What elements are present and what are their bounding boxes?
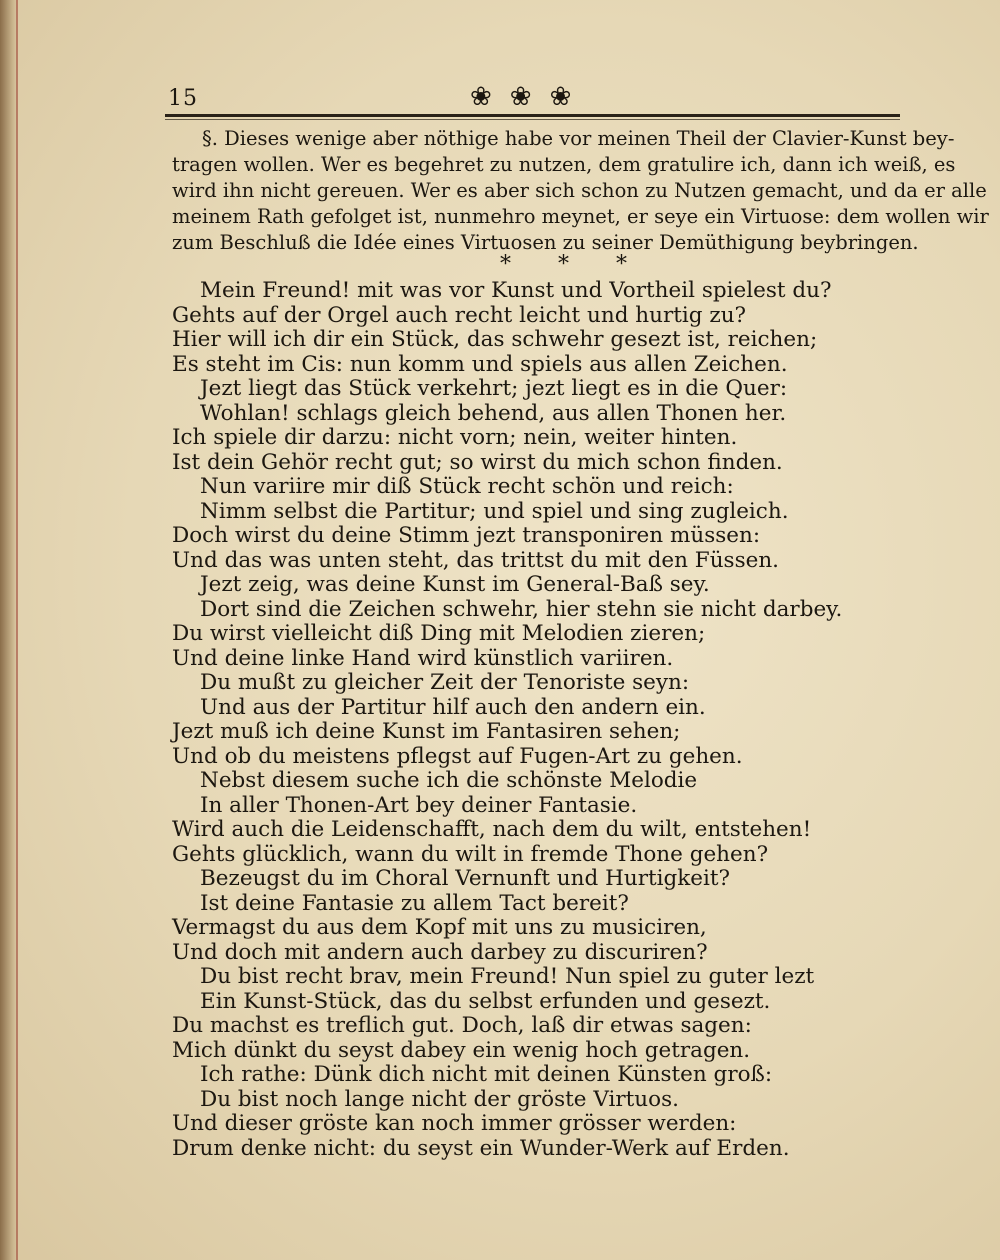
poem-line: Du bist noch lange nicht der gröste Virtuos. [200, 1086, 679, 1112]
poem-line: Ist deine Fantasie zu allem Tact bereit? [200, 890, 629, 916]
poem-line: Wird auch die Leidenschafft, nach dem du wilt, entstehen! [172, 817, 812, 842]
intro-line: zum Beschluß die Idée eines Virtuosen zu seiner Demüthigung beybringen. [172, 231, 919, 254]
poem-line: Du machst es treflich gut. Doch, laß dir etwas sagen: [172, 1013, 752, 1038]
poem-line: Wohlan! schlags gleich behend, aus allen Thonen her. [200, 400, 787, 426]
poem-line: Drum denke nicht: du seyst ein Wunder-Werk auf Erden. [172, 1135, 790, 1161]
poem-line: Und doch mit andern auch darbey zu discuriren? [172, 939, 708, 965]
poem-line: Gehts glücklich, wann du wilt in fremde Thone gehen? [172, 841, 769, 867]
poem-line: Es steht im Cis: nun komm und spiels aus allen Zeichen. [172, 351, 788, 377]
poem-line: In aller Thonen-Art bey deiner Fantasie. [200, 792, 638, 818]
poem-line: Und ob du meistens pflegst auf Fugen-Art zu gehen. [172, 743, 743, 769]
poem-line: Bezeugst du im Choral Vernunft und Hurtigkeit? [200, 866, 731, 891]
intro-line: meinem Rath gefolget ist, nunmehro meynet, er seye ein Virtuose: dem wollen wir [172, 205, 989, 228]
poem-line: Ich spiele dir darzu: nicht vorn; nein, weiter hinten. [172, 425, 738, 450]
poem-line: Du wirst vielleicht diß Ding mit Melodien zieren; [172, 621, 706, 646]
poem-line: Nun variire mir diß Stück recht schön und reich: [200, 474, 734, 499]
poem-line: Jezt zeig, was deine Kunst im General-Baß sey. [200, 572, 710, 597]
poem-line: Und deine linke Hand wird künstlich variiren. [172, 645, 674, 671]
binding-edge [16, 0, 18, 1260]
header-rule [165, 114, 900, 117]
poem-line: Gehts auf der Orgel auch recht leicht und hurtig zu? [172, 302, 747, 328]
intro-paragraph [172, 126, 989, 256]
poem-line: Und das was unten steht, das trittst du mit den Füssen. [172, 547, 780, 573]
page-number: 15 [168, 86, 198, 111]
poem-line: Hier will ich dir ein Stück, das schwehr gesezt ist, reichen; [172, 327, 818, 352]
poem-line: Vermagst du aus dem Kopf mit uns zu musiciren, [172, 915, 707, 940]
poem-line: Nimm selbst die Partitur; und spiel und sing zugleich. [200, 498, 789, 524]
poem-line: Mein Freund! mit was vor Kunst und Vortheil spielest du? [200, 278, 832, 303]
poem-line: Dort sind die Zeichen schwehr, hier stehn sie nicht darbey. [200, 596, 843, 622]
intro-line: tragen wollen. Wer es begehret zu nutzen, dem gratulire ich, dann ich weiß, es [172, 153, 956, 176]
poem-line: Du bist recht brav, mein Freund! Nun spiel zu guter lezt [200, 964, 815, 989]
poem-line: Jezt muß ich deine Kunst im Fantasiren sehen; [172, 719, 681, 744]
header-ornaments: ❀❀❀ [470, 82, 590, 112]
section-separator: * * * [500, 252, 647, 277]
poem-line: Und aus der Partitur hilf auch den andern ein. [200, 694, 706, 720]
intro-line: §. Dieses wenige aber nöthige habe vor meinen Theil der Clavier-Kunst bey- [202, 127, 955, 150]
poem-line: Nebst diesem suche ich die schönste Melodie [200, 768, 698, 793]
poem-line: Jezt liegt das Stück verkehrt; jezt liegt es in die Quer: [200, 376, 788, 401]
poem-line: Du mußt zu gleicher Zeit der Tenoriste seyn: [200, 670, 690, 695]
intro-line: wird ihn nicht gereuen. Wer es aber sich schon zu Nutzen gemacht, und da er alle [172, 179, 987, 202]
poem-line: Ist dein Gehör recht gut; so wirst du mich schon finden. [172, 449, 783, 475]
header-rule-thin [165, 119, 900, 120]
poem-line: Und dieser gröste kan noch immer grösser werden: [172, 1111, 737, 1136]
poem-line: Ich rathe: Dünk dich nicht mit deinen Künsten groß: [200, 1062, 773, 1087]
poem-line: Ein Kunst-Stück, das du selbst erfunden und gesezt. [200, 988, 771, 1014]
poem-line: Doch wirst du deine Stimm jezt transponiren müssen: [172, 523, 761, 548]
poem-line: Mich dünkt du seyst dabey ein wenig hoch getragen. [172, 1037, 751, 1063]
